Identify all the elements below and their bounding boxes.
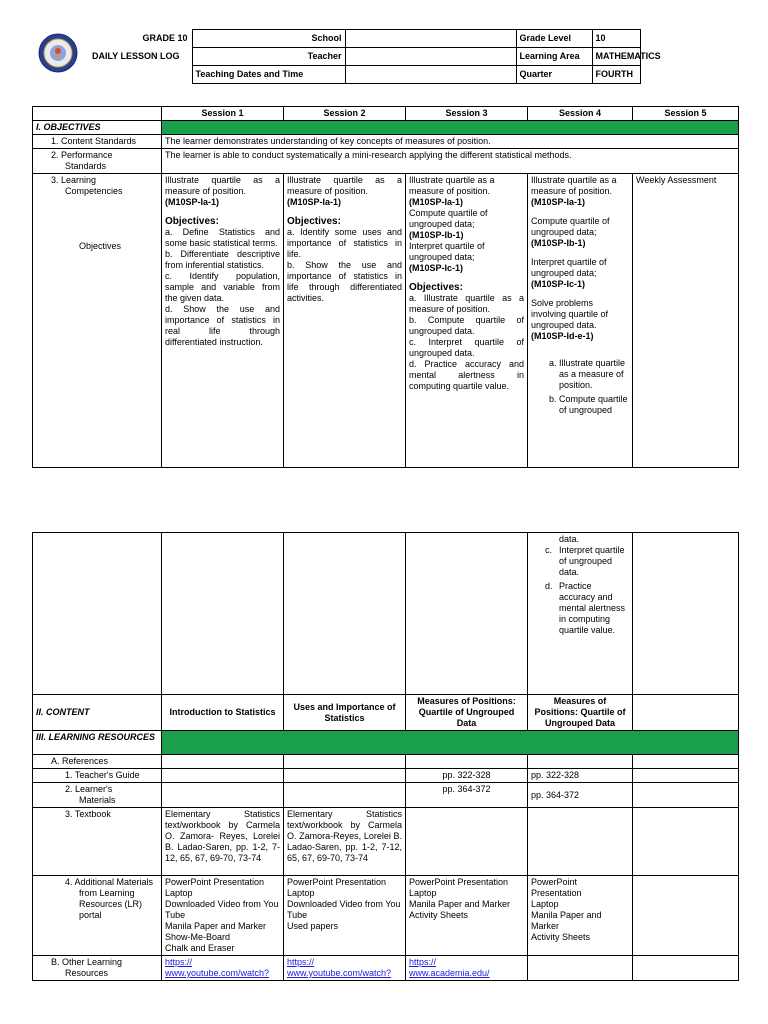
continued-blank-s2	[284, 533, 406, 695]
teachers-guide-label: 1. Teacher's Guide	[33, 769, 162, 783]
session-3-header: Session 3	[406, 107, 528, 121]
youtube-link-2a[interactable]: https://	[287, 957, 315, 967]
objectives-section-band	[162, 121, 739, 135]
teacher-label: Teacher	[192, 48, 345, 66]
content-session-4: Measures of Positions: Quartile of Ungrouped Data	[528, 695, 633, 731]
learning-competencies-label	[33, 174, 162, 468]
session-4-header: Session 4	[528, 107, 633, 121]
other-resources-label	[33, 956, 162, 981]
textbook-s5	[633, 808, 739, 876]
s1-objectives-heading: Objectives:	[165, 216, 219, 227]
header-title-cell	[32, 30, 192, 84]
resources-section-band	[162, 731, 739, 755]
s4-code-4: (M10SP-Id-e-1)	[531, 331, 594, 341]
s3-code-3: (M10SP-Ic-1)	[409, 263, 464, 273]
additional-materials-s5	[633, 876, 739, 956]
additional-materials-label: 4. Additional Materials from Learning Resources (LR) portal	[33, 876, 162, 956]
s1-code: (M10SP-Ia-1)	[165, 197, 220, 207]
learning-area-value[interactable]: MATHEMATICS	[592, 48, 640, 66]
s4-objective-d: d. Practice accuracy and mental alertness in computing quartile value.	[545, 581, 626, 635]
s1-competency: Illustrate quartile as a measure of position.	[165, 175, 280, 196]
additional-materials-s3: PowerPoint Presentation Laptop Manila Paper and Marker Activity Sheets	[406, 876, 528, 956]
tg-s3: pp. 322-328	[406, 769, 528, 783]
s4-objective-b-continued: data.	[559, 534, 580, 544]
objectives-label: Objectives	[79, 241, 122, 251]
references-s5	[633, 755, 739, 769]
resources-section-title: III. LEARNING RESOURCES	[33, 731, 162, 755]
header-table	[32, 29, 661, 84]
references-s1	[162, 755, 284, 769]
other-label-line1: B. Other Learning	[51, 957, 123, 967]
textbook-s3	[406, 808, 528, 876]
session-5-objectives: Weekly Assessment	[633, 174, 739, 468]
academia-link-a[interactable]: https://	[409, 957, 437, 967]
s4-competency-1: Illustrate quartile as a measure of position.	[531, 175, 617, 196]
continued-blank-s3	[406, 533, 528, 695]
additional-materials-s2: PowerPoint Presentation Laptop Downloaded Video from You Tube Used papers	[284, 876, 406, 956]
learning-area-label: Learning Area	[516, 48, 592, 66]
perf-label-line1: 2. Performance	[51, 150, 113, 160]
s2-code: (M10SP-Ia-1)	[287, 197, 342, 207]
other-label-line2: Resources	[65, 968, 109, 978]
continued-blank-label	[33, 533, 162, 695]
tg-s1	[162, 769, 284, 783]
lm-label-line2: Materials	[79, 795, 116, 805]
content-session-2: Uses and Importance of Statistics	[284, 695, 406, 731]
tg-s2	[284, 769, 406, 783]
grade-label: GRADE 10	[142, 32, 188, 43]
other-s4	[528, 956, 633, 981]
lm-label-line1: 2. Learner's	[65, 784, 113, 794]
session-5-header: Session 5	[633, 107, 739, 121]
s4-code-1: (M10SP-Ia-1)	[531, 197, 586, 207]
other-s5	[633, 956, 739, 981]
content-standards-label: 1. Content Standards	[33, 135, 162, 149]
teacher-value[interactable]	[345, 48, 516, 66]
perf-label-line2: Standards	[65, 161, 107, 171]
youtube-link-1b[interactable]: www.youtube.com/watch?	[165, 968, 270, 978]
s3-objectives-heading: Objectives:	[409, 282, 463, 293]
lm-s2	[284, 783, 406, 808]
session-1-header: Session 1	[162, 107, 284, 121]
other-s3	[406, 956, 528, 981]
textbook-s1: Elementary Statistics text/workbook by Carmela O. Zamora- Reyes, Lorelei B. Ladao-Saren, pp. 1-2, 7-12, 65, 67, 69-70, 73-74	[162, 808, 284, 876]
lm-s4: pp. 364-372	[528, 783, 633, 808]
s4-competency-2: Compute quartile of ungrouped data;	[531, 216, 610, 237]
youtube-link-1a[interactable]: https://	[165, 957, 193, 967]
school-label: School	[192, 30, 345, 48]
s3-competency-3: Interpret quartile of ungrouped data;	[409, 241, 485, 262]
quarter-value[interactable]: FOURTH	[592, 66, 640, 84]
other-s1	[162, 956, 284, 981]
deped-seal-icon	[38, 33, 78, 73]
grade-level-value[interactable]: 10	[592, 30, 640, 48]
s4-objective-c: c. Interpret quartile of ungrouped data.	[545, 545, 625, 577]
objectives-section-title: I. OBJECTIVES	[33, 121, 162, 135]
dates-label: Teaching Dates and Time	[192, 66, 345, 84]
session-2-objectives	[284, 174, 406, 468]
s4-objective-b: b. Compute quartile of ungrouped	[559, 394, 629, 416]
s4-objective-a: a. Illustrate quartile as a measure of position.	[559, 358, 629, 391]
tg-s5	[633, 769, 739, 783]
other-s2	[284, 956, 406, 981]
s4-objectives-list-continued	[531, 545, 629, 636]
additional-materials-s4: PowerPoint Presentation Laptop Manila Paper and Marker Activity Sheets	[528, 876, 633, 956]
lm-s3: pp. 364-372	[406, 783, 528, 808]
content-standards-text: The learner demonstrates understanding of key concepts of measures of position.	[162, 135, 739, 149]
s3-objectives-list: a. Illustrate quartile as a measure of position. b. Compute quartile of ungrouped data. c. Interpret quartile of ungrouped data. d. Practice accuracy and mental alertness in computing quartile value.	[409, 293, 524, 391]
tg-s4: pp. 322-328	[528, 769, 633, 783]
s4-code-2: (M10SP-Ib-1)	[531, 238, 586, 248]
additional-materials-s1: PowerPoint Presentation Laptop Downloaded Video from You Tube Manila Paper and Marker Show-Me-Board Chalk and Eraser	[162, 876, 284, 956]
s2-objectives-list: a. Identify some uses and importance of statistics in life. b. Show the use and importance of statistics in life through differentiated activities.	[287, 227, 402, 303]
s4-competency-4: Solve problems involving quartile of ungrouped data.	[531, 298, 609, 330]
session-4-objectives-continued	[528, 533, 633, 695]
s4-objectives-list	[531, 358, 629, 416]
lc-label-line2: Competencies	[65, 186, 123, 196]
session-3-objectives	[406, 174, 528, 468]
continued-blank-s5	[633, 533, 739, 695]
youtube-link-2b[interactable]: www.youtube.com/watch?	[287, 968, 392, 978]
objectives-table	[32, 106, 739, 468]
lm-s1	[162, 783, 284, 808]
textbook-s4	[528, 808, 633, 876]
session-1-objectives	[162, 174, 284, 468]
blank-header	[33, 107, 162, 121]
performance-standards-text: The learner is able to conduct systematically a mini-research applying the different statistical methods.	[162, 149, 739, 174]
s3-code-2: (M10SP-Ib-1)	[409, 230, 464, 240]
s4-competency-3: Interpret quartile of ungrouped data;	[531, 257, 607, 278]
references-label: A. References	[33, 755, 162, 769]
s1-objectives-list: a. Define Statistics and some basic statistical terms. b. Differentiate descriptive from inferential statistics. c. Identify population, sample and variable from the given data. d. Show the use and importance of statistics in real life through differentiated instruction.	[165, 227, 280, 347]
s3-competency-1: Illustrate quartile as a measure of position.	[409, 175, 495, 196]
references-s4	[528, 755, 633, 769]
content-session-1: Introduction to Statistics	[162, 695, 284, 731]
session-4-objectives	[528, 174, 633, 468]
s4-code-3: (M10SP-Ic-1)	[531, 279, 586, 289]
session-2-header: Session 2	[284, 107, 406, 121]
content-session-5	[633, 695, 739, 731]
performance-standards-label	[33, 149, 162, 174]
quarter-label: Quarter	[516, 66, 592, 84]
s3-code-1: (M10SP-Ia-1)	[409, 197, 464, 207]
references-s3	[406, 755, 528, 769]
s4-objective-d-text: Practice accuracy and mental alertness in computing quartile value.	[559, 581, 626, 635]
s4-objective-c-text: Interpret quartile of ungrouped data.	[559, 545, 625, 577]
s2-competency: Illustrate quartile as a measure of position.	[287, 175, 402, 196]
dates-value[interactable]	[345, 66, 516, 84]
learners-materials-label	[33, 783, 162, 808]
grade-level-label: Grade Level	[516, 30, 592, 48]
content-resources-table	[32, 532, 739, 981]
academia-link-b[interactable]: www.academia.edu/	[409, 968, 490, 978]
school-value[interactable]	[345, 30, 516, 48]
continued-blank-s1	[162, 533, 284, 695]
textbook-s2: Elementary Statistics text/workbook by Carmela O. Zamora-Reyes, Lorelei B. Ladao-Saren, pp. 1-2, 7-12, 65, 67, 69-70, 73-74	[284, 808, 406, 876]
content-session-3: Measures of Positions: Quartile of Ungrouped Data	[406, 695, 528, 731]
textbook-label: 3. Textbook	[33, 808, 162, 876]
lc-label-line1: 3. Learning	[51, 175, 97, 185]
content-section-title: II. CONTENT	[33, 695, 162, 731]
s2-objectives-heading: Objectives:	[287, 216, 341, 227]
references-s2	[284, 755, 406, 769]
log-title: DAILY LESSON LOG	[92, 50, 180, 61]
s3-competency-2: Compute quartile of ungrouped data;	[409, 208, 488, 229]
lm-s5	[633, 783, 739, 808]
